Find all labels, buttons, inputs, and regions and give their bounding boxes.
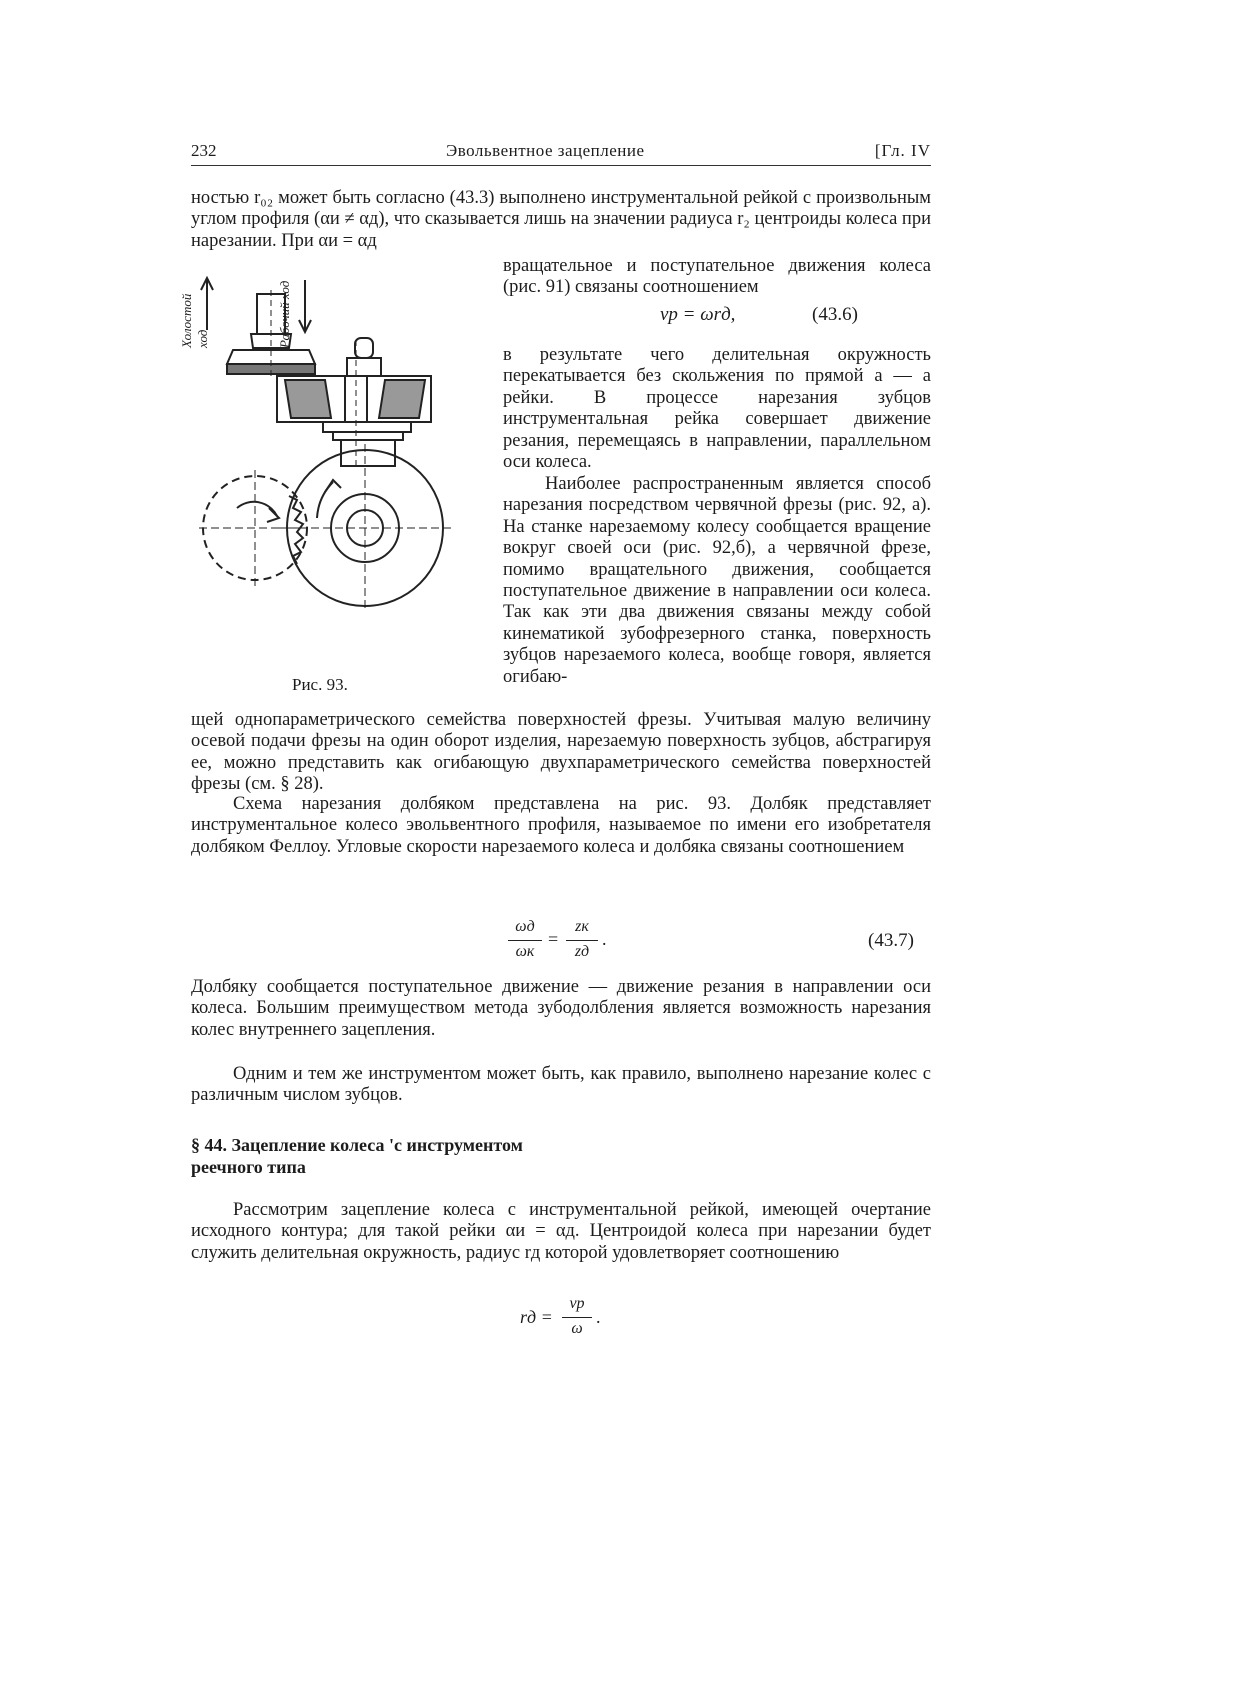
v-p: vp	[569, 1295, 585, 1312]
arrow-head	[325, 480, 341, 492]
bolt-head	[355, 338, 373, 358]
page-header	[191, 141, 931, 165]
hub-base	[323, 422, 411, 432]
paragraph-rack-mesh: Рассмотрим зацепление колеса с инструментальной рейкой, имеющей очертание исходного контура; для такой рейки αи = αд. Центроидой колеса при нарезании будет служить делительная окружность, радиус rд которой удовлетворяет соотношению	[191, 1200, 931, 1263]
page-number: 232	[191, 141, 217, 160]
fraction-bar	[566, 940, 598, 941]
equation-43-6	[660, 304, 735, 326]
equation-43-6-number: (43.6)	[812, 304, 858, 325]
paragraph-hob-cont: щей однопараметрического семейства поверхностей фрезы. Учитывая малую величину осевой подачи фрезы на один оборот изделия, нарезаемую поверхность зубцов, абстрагируя ее, можно представить как огибающую двухпараметрического семейства поверхностей фрезы (см. § 28).	[191, 710, 931, 795]
period: .	[596, 1307, 601, 1327]
gear-hatching	[379, 380, 425, 418]
nut	[347, 358, 381, 376]
paragraph-intro: ностью r₀₂ может быть согласно (43.3) выполнено инструментальной рейкой с произвольным углом профиля (αи ≠ αд), что сказывается лишь на значении радиуса r₂ центроиды колеса при нарезании. При αи = αд	[191, 188, 931, 251]
paragraph-shaper: Схема нарезания долбяком представлена на рис. 93. Долбяк представляет инструментальное колесо эвольвентного профиля, называемое по имени его изобретателя долбяком Феллоу. Угловые скорости нарезаемого колеса и долбяка связаны соотношением	[191, 794, 931, 857]
figure-93	[179, 270, 495, 700]
gear-hatching	[285, 380, 331, 418]
fraction-bar	[508, 940, 542, 941]
label-work-stroke: Рабочий ход	[277, 280, 292, 348]
label-idle-stroke: Холостой ход	[179, 293, 210, 348]
section-heading-line2: реечного типа	[191, 1157, 306, 1177]
omega-d: ωд	[515, 918, 535, 935]
omega: ω	[571, 1320, 583, 1337]
paragraph-same-tool: Одним и тем же инструментом может быть, как правило, выполнено нарезание колес с различным числом зубцов.	[191, 1064, 931, 1106]
equals-sign: =	[548, 929, 559, 949]
equation-43-6-formula: vp = ωrд,	[660, 304, 736, 325]
equation-43-7-number: (43.7)	[868, 930, 914, 951]
period: .	[602, 929, 607, 949]
section-heading-line1: § 44. Зацепление колеса 'с инструментом	[191, 1135, 523, 1155]
omega-k: ωк	[515, 943, 535, 960]
rotation-arrow-work	[317, 482, 333, 518]
running-title: Эвольвентное зацепление	[446, 141, 645, 160]
figure-caption: Рис. 93.	[292, 675, 348, 694]
paragraph-rotation: вращательное и поступательное движения колеса (рис. 91) связаны соотношением	[503, 256, 931, 298]
equation-lhs: rд =	[520, 1307, 553, 1327]
section-heading	[191, 1134, 691, 1178]
equation-43-7	[508, 918, 628, 968]
z-k: zк	[575, 918, 589, 935]
chapter-label: [Гл. IV	[874, 141, 931, 160]
gear-shaping-diagram	[185, 270, 495, 700]
paragraph-shaper-motion: Долбяку сообщается поступательное движение — движение резания в направлении оси колеса. Большим преимуществом метода зубодолбления является возможность нарезания колес внутреннего зацепления.	[191, 977, 931, 1040]
z-d: zд	[574, 943, 590, 960]
paragraph-hob: Наиболее распространенным является способ нарезания посредством червячной фрезы (рис. 92, а). На станке нарезаемому колесу сообщается вращение вокруг своей оси (рис. 92,б), а червячной фрезе, помимо вращательного движения, сообщается поступательное движение в направлении оси колеса. Так как эти два движения связаны между собой кинематикой зубофрезерного станка, поверхность зубцов нарезаемого колеса, вообще говоря, является огибаю-	[503, 474, 931, 687]
hub-flange	[333, 432, 403, 440]
fraction-bar	[562, 1317, 592, 1318]
header-rule	[191, 165, 931, 166]
equation-pitch-radius	[520, 1295, 620, 1343]
paragraph-rolling: в результате чего делительная окружность перекатывается без скольжения по прямой a — a рейки. В процессе нарезания зубцов инструментальная рейка совершает движение резания, перемещаясь в направлении, параллельном оси колеса.	[503, 345, 931, 473]
